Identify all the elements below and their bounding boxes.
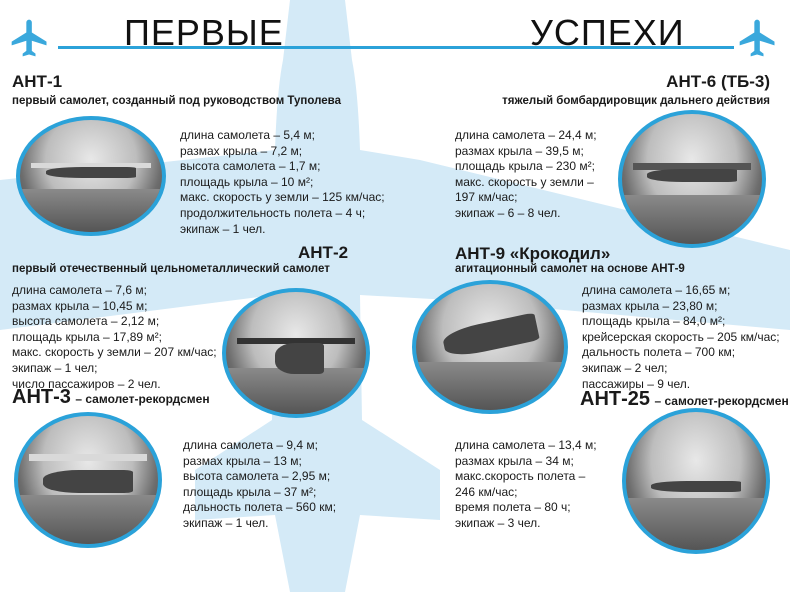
spec: экипаж – 3 чел. [455,515,541,530]
spec: размах крыла – 39,5 м; [455,143,584,158]
spec: число пассажиров – 2 чел. [12,376,161,391]
spec: высота самолета – 2,12 м; [12,314,160,329]
airplane-icon [8,16,52,60]
spec: макс. скорость у земли – [455,174,594,189]
ant6-subtitle: тяжелый бомбардировщик дальнего действия [502,95,770,107]
ant3-subtitle: – самолет-рекордсмен [75,392,210,406]
ant25-heading [580,388,789,411]
spec: длина самолета – 13,4 м; [455,438,597,452]
spec: экипаж – 6 – 8 чел. [455,205,561,220]
spec: длина самолета – 24,4 м; [455,128,597,142]
spec: макс. скорость у земли – 207 км/час; [12,345,217,360]
spec: длина самолета – 9,4 м; [183,438,318,452]
spec: длина самолета – 5,4 м; [180,128,315,142]
spec: высота самолета – 1,7 м; [180,159,321,174]
ant6-title: АНТ-6 (ТБ-3) [666,72,770,91]
spec: размах крыла – 7,2 м; [180,143,303,158]
spec: площадь крыла – 10 м²; [180,174,314,189]
spec: площадь крыла – 17,89 м²; [12,329,162,344]
ant6-photo [618,110,766,248]
spec: экипаж – 1 чел; [12,360,98,375]
spec: площадь крыла – 84,0 м²; [582,314,726,329]
ant3-heading [12,386,210,409]
spec: площадь крыла – 37 м²; [183,484,317,499]
ant9-subtitle: агитационный самолет на основе АНТ-9 [455,263,685,275]
ant2-photo [222,288,370,418]
spec: площадь крыла – 230 м²; [455,159,595,174]
spec: продолжительность полета – 4 ч; [180,205,366,220]
ant1-subtitle: первый самолет, созданный под руководством Туполева [12,95,341,107]
spec: макс.скорость полета – [455,469,586,484]
ant25-title: АНТ-25 [580,388,651,410]
spec: экипаж – 1 чел. [183,515,269,530]
ant3-photo [14,412,162,548]
ant6-specs [455,128,597,222]
spec: крейсерская скорость – 205 км/час; [582,329,780,344]
spec: 197 км/час; [455,190,518,205]
ant25-specs [455,438,597,532]
spec: дальность полета – 700 км; [582,345,736,360]
airplane-icon [736,16,780,60]
title-right: УСПЕХИ [530,12,685,53]
ant2-specs [12,283,217,392]
spec: время полета – 80 ч; [455,500,571,515]
ant9-photo [412,280,568,414]
spec: размах крыла – 34 м; [455,453,574,468]
ant25-photo [622,408,770,554]
spec: экипаж – 1 чел. [180,221,266,236]
ant9-title: АНТ-9 «Крокодил» [455,244,611,263]
ant2-title: АНТ-2 [298,243,349,262]
ant3-title: АНТ-3 [12,386,71,408]
ant1-photo [16,116,166,236]
spec: размах крыла – 10,45 м; [12,298,148,313]
spec: дальность полета – 560 км; [183,500,337,515]
ant9-specs [582,283,780,392]
spec: 246 км/час; [455,484,518,499]
ant25-subtitle: – самолет-рекордсмен [654,394,789,408]
ant3-specs [183,438,336,532]
spec: макс. скорость у земли – 125 км/час; [180,190,385,205]
spec: экипаж – 2 чел; [582,360,668,375]
spec: пассажиры – 9 чел. [582,376,691,391]
spec: размах крыла – 13 м; [183,453,302,468]
ant1-specs [180,128,385,237]
spec: длина самолета – 7,6 м; [12,283,147,297]
title-left: ПЕРВЫЕ [124,12,284,53]
ant1-title: АНТ-1 [12,72,63,91]
spec: длина самолета – 16,65 м; [582,283,731,297]
spec: размах крыла – 23,80 м; [582,298,718,313]
ant2-subtitle: первый отечественный цельнометаллический самолет [12,263,330,275]
spec: высота самолета – 2,95 м; [183,469,331,484]
